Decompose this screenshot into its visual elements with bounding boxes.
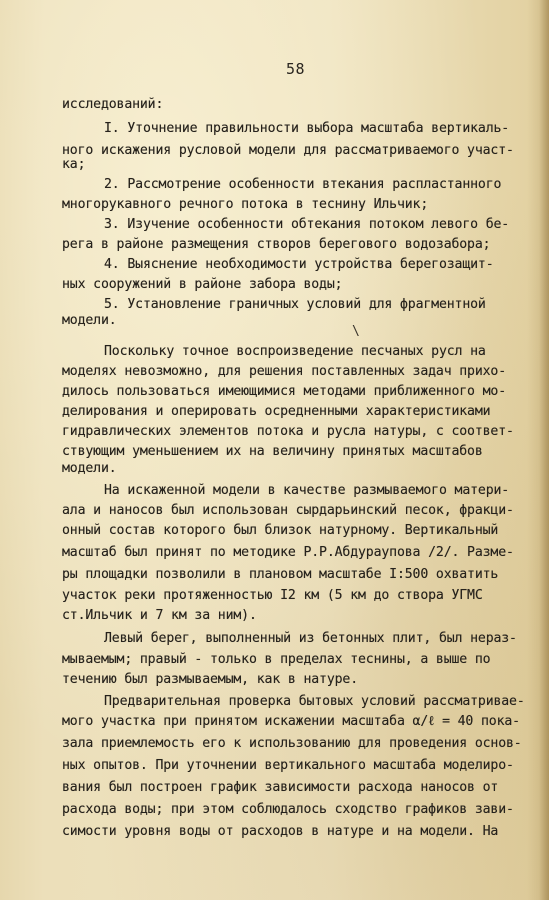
text-line: мого участка при принятом искажении масштаба α/ℓ = 40 пока-	[62, 714, 520, 729]
text-line: делирования и оперировать осредненными характеристиками	[62, 404, 491, 419]
text-line: Предварительная проверка бытовых условий рассматривае-	[104, 694, 525, 709]
text-line: Поскольку точное воспроизведение песчаных русл на	[104, 344, 486, 359]
text-line: модели.	[62, 461, 117, 476]
text-line: ствующим уменьшением их на величину принятых масштабов	[62, 444, 483, 459]
text-line: 2. Рассмотрение особенности втекания распластанного	[104, 177, 502, 192]
text-line: 4. Выяснение необходимости устройства берегозащит-	[104, 257, 494, 272]
text-line: вания был построен график зависимости расхода наносов от	[62, 780, 499, 795]
text-line: I. Уточнение правильности выбора масштаба вертикаль-	[104, 121, 510, 136]
text-line: зала приемлемость его к использованию для проведения основ-	[62, 736, 522, 751]
text-line: рега в районе размещения створов берегового водозабора;	[62, 237, 491, 252]
text-line: исследований:	[62, 97, 164, 112]
text-line: ры площадки позволили в плановом масштабе I:500 охватить	[62, 567, 499, 582]
text-line: 3. Изучение особенности обтекания потоком левого бе-	[104, 217, 510, 232]
page-number: 58	[286, 60, 306, 78]
text-line: моделях невозможно, для решения поставленных задач прихо-	[62, 364, 507, 379]
stray-mark: \	[352, 324, 360, 339]
text-line: течению был размываемым, как в натуре.	[62, 672, 359, 687]
text-line: многорукавного речного потока в теснину Ильчик;	[62, 197, 429, 212]
text-line: ала и наносов был использован сырдарьинский песок, фракци-	[62, 503, 514, 518]
text-line: модели.	[62, 313, 117, 328]
text-line: гидравлических элементов потока и русла натуры, с соответ-	[62, 424, 514, 439]
text-line: онный состав которого был близок натурному. Вертикальный	[62, 523, 499, 538]
text-line: ных сооружений в районе забора воды;	[62, 277, 343, 292]
text-line: На искаженной модели в качестве размываемого матери-	[104, 483, 510, 498]
text-line: симости уровня воды от расходов в натуре и на модели. На	[62, 824, 499, 839]
text-line: 5. Установление граничных условий для фрагментной	[104, 297, 486, 312]
text-line: масштаб был принят по методике Р.Р.Абдураупова /2/. Разме-	[62, 545, 514, 560]
text-line: ных опытов. При уточнении вертикального масштаба моделиро-	[62, 758, 514, 773]
text-line: мываемым; правый - только в пределах теснины, а выше по	[62, 652, 491, 667]
text-line: Левый берег, выполненный из бетонных плит, был нераз-	[104, 631, 517, 646]
text-line: ст.Ильчик и 7 км за ним).	[62, 608, 257, 623]
text-line: участок реки протяженностью I2 км (5 км до створа УГМС	[62, 588, 483, 603]
text-line: ка;	[62, 157, 86, 172]
text-line: дилось пользоваться имеющимися методами приближенного мо-	[62, 384, 507, 399]
text-line: расхода воды; при этом соблюдалось сходство графиков зави-	[62, 802, 514, 817]
text-line: ного искажения русловой модели для рассматриваемого участ-	[62, 143, 514, 158]
